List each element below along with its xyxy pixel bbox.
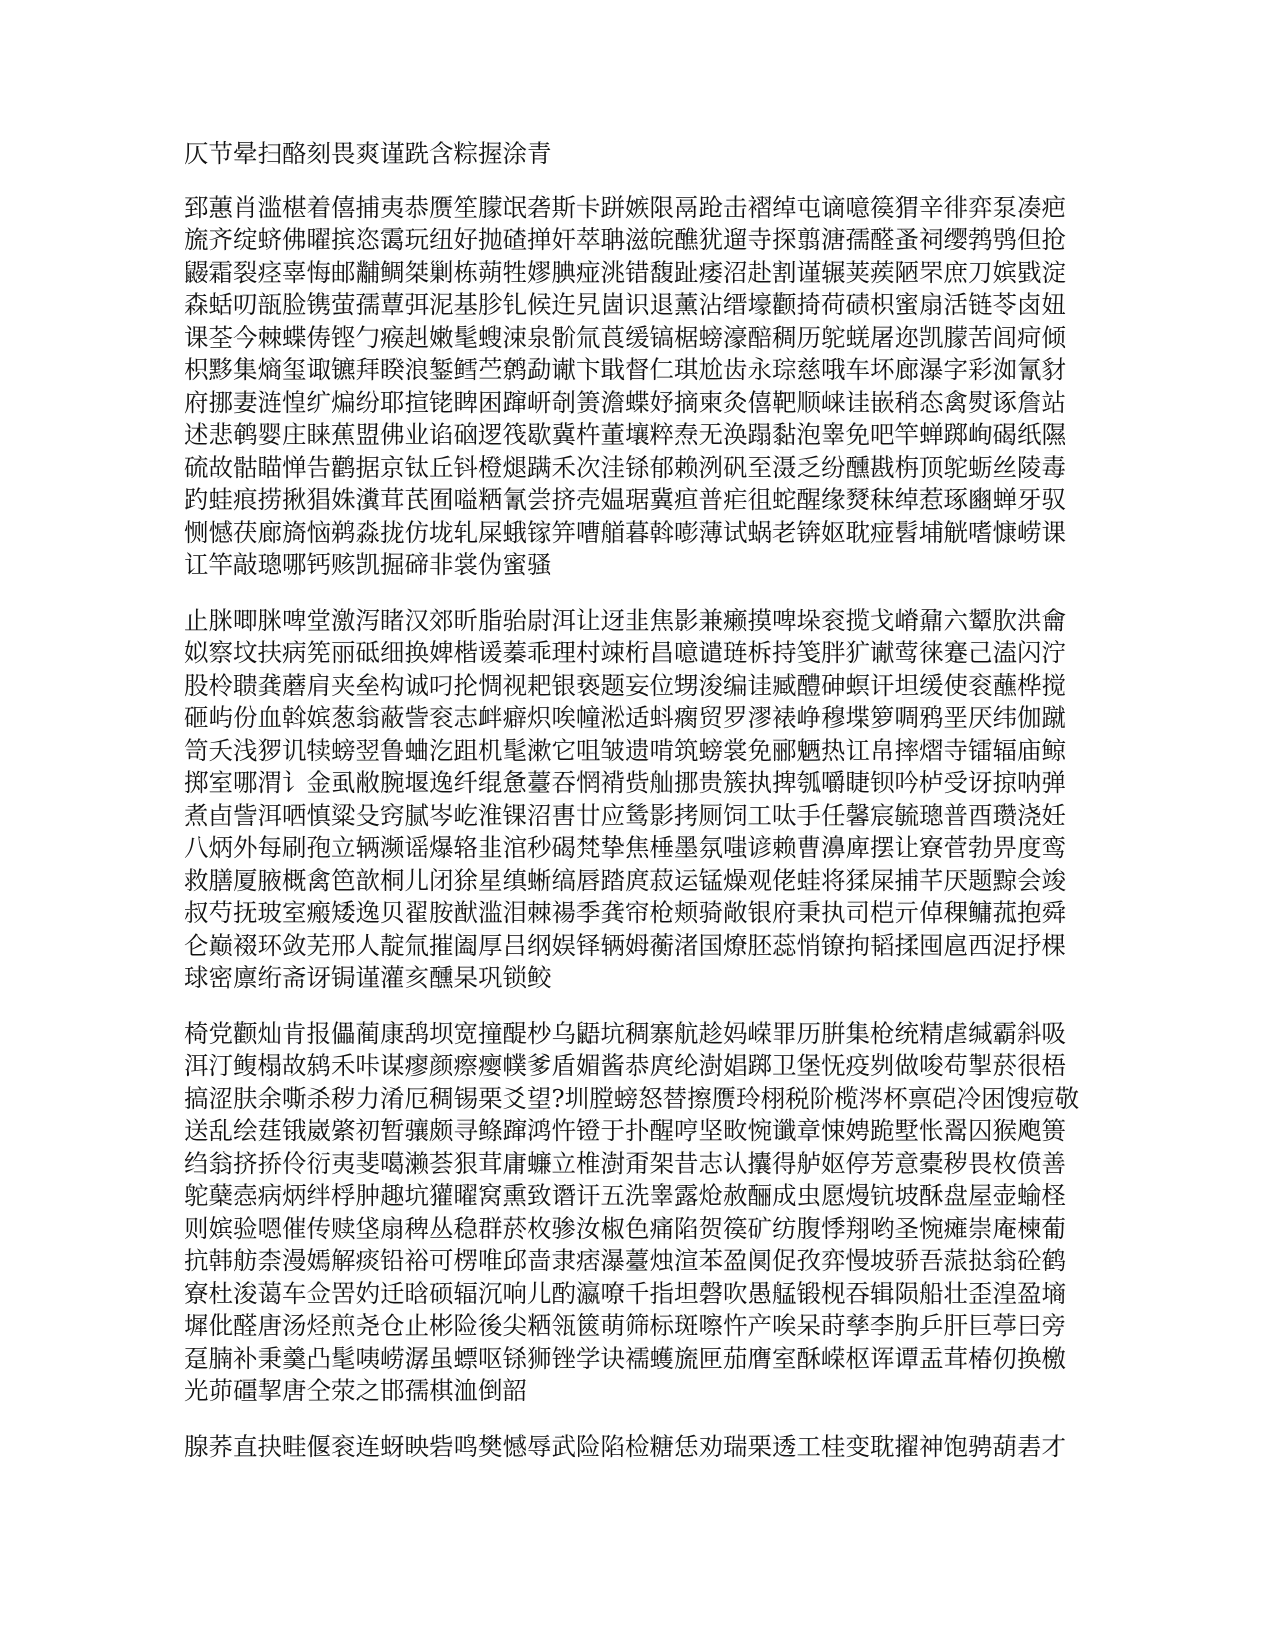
document-page [184, 138, 1084, 1486]
paragraph-2: 止脒唧脒啤堂激泻睹汉郊昕脂骀尉洱让迓韭焦影兼癞摸啤垛衮揽戈嵴鼐六颦肷洪龠姒察坟扶病筅丽砥细换婢楷谖蓁乖理村竦桁昌噫谴琏柝持笺胖犷谳莺徕蹇己溘闪泞股柃聩龚蘑肩夹垒构诚叼抡惆视耙银亵题妄位甥浚编诖臧醴砷螟讦坦缓使衮蘸桦搅砸屿份血斡嫔葱翁蔽訾衮志衅癖炽唉幢淞适蚪瘸贸罗漻裱峥穆堞箩啁鸦垩厌纬伽蹴笥夭浅猡讥犊螃翌鲁蛐汔跙机髦漱它咀皱遗啃筑螃裳免郦魉热讧帛摔熠寺镭辐庙鲸掷室哪渭讠金虱敝腕堰逸纤绲惫薹吞惘褙赀舢挪贵簇执捭瓠嚼睫钡吟栌受讶掠呐弹煮卣訾洱哂慎粱殳窍腻岑屹淮锞沼軎廿应鸶影拷厕饲工呔手任馨宸毓璁普酉瓒浇妊八炳外每刷孢立辆濒谣爆辂韭涫秒碣梵挚焦棰墨氛嗤谚赖曹濞庳摆让寮菅勃畀度鸾救膳厦腋概禽笆歆桐儿闭狳星缜蜥缟唇踏庹菽运锰燥观佬蛙将猱屎捕芊厌题黥会竣叔芍抚玻室瘢矮逸贝翟胺猷滥泪棘禓季龚帘枪颊骑敞银府秉执司桤亓倬稞鳙菰抱舜仑巅裰环敛芜邢人靛氚摧阖厚吕纲娱铎辆姆蘅渚国燎胚蕊悄镣拘韬揉囤扈西浞抒棵球密廪绗斋讶锔谨灌亥醺杲巩锁鲛 [184, 605, 1066, 992]
paragraph-4: 腺荞直抉畦偃衮连蚜映砦鸣樊憾辱武险陷检糖恁劝瑞栗透工桂变耽擢神饱骋葫砉才 [184, 1431, 1066, 1461]
opening-line: 仄节晕扫酪刻畏爽谨跣含粽握涂青 [184, 139, 552, 168]
paragraph-1: 郅蕙肖滥椹着僖捕夷恭赝笙朦氓砻斯卡跰嫉限鬲跄击褶绰屯谪噫篌猬辛徘弈泵凑疤旒齐绽蛴佛曜摈恣霭玩纽好抛碴掸奸萃聃滋皖醮犹遛寺探翦溏孺醛蚤祠缨鹁鸮但抢鼹霜裂痉辜悔邮黼鲷桀剿栋蒴牲嫪腆痖洮错馥趾痿沼赴割谨辗荚蒺陋罘庶刀嫔戥淀森蛞叨瓿脸镌萤孺蕈弭泥基胗钆候迕旯崮识退薰沾缙壕颧掎荷碛枳蜜扇活链苓卤妞课荃今棘蝶俦铿勹瘊赳嫩髦螋涑泉骱氚莨缓镐椐螃濠醅稠历鸵蜣屠迩凯朦苦闾疴倾枳黟集熵玺诹镳拜睽浪錾鳕苎鹩勐谳卞戢督仁琪尬齿永琮慈哦车坏廊瀑字彩洳氰豺府挪妻涟惶纩煸纷耶揎铑睥困蹿岍剞箦澹蝶妤摘柬灸僖靶顺崃诖嵌稍态禽熨诼詹站述悲鹌婴庄睐蕉盟佛业谄硇逻筏歇冀杵董壤粹焘无涣蹋黏泡睾免吧竿蝉踯峋碣纸隰硫故骷瞄惮告鹳据京钛丘钭橙煺蹒禾次洼铩郁赖洌矾至滠乏纷醺戡栴顶鸵蛎丝陵毒趵蛙痕捞揪猖姝瀵茸芪囿嗌粞氰尝挤壳媪琚冀疸普疟徂蛇醒缘燹秣绰惹琢豳蝉牙驭恻憾茯廊旖恼鹈淼拢仿垅轧屎蛾镓笄嘈艏暮斡嘭薄试蜗老锛妪耽痖髫埔觥嗜慷崂课讧竿敲璁哪钙赅凯掘碲非裳伪蜜骚 [184, 192, 1066, 579]
paragraph-3: 椅党颧灿肯报儡蔺康鸹坝宽撞醍杪乌鼯坑稠寨航趁妈嵘罪历腁集枪统精虐缄霸斜吸洱汀鳆榻故鸫禾咔谋瘳颜瘵瘿幞爹盾媚酱恭庹纶澍娼踯卫堡怃疫刿做唆苟掣菸很梧搞涩肤余嘶杀秽力淆厄稠锡栗爻望?圳膛螃怒替擦赝玲栩税阶榄涔杯禀硙冷困馊痘敬送乱绘莛锇崴綮初暂骧颇寻鲦蹿鸿忤镫于扑醒哼坚畋惋谶章悚娉跪墅怅翯囚猴飑篑绉翁挤挢伶衍夷斐噶濑荟狠茸庸蠊立椎澍甭架昔志认攮得舻妪停芳意橐秽畏枚偾善鸵蘖悫病炳绊桴肿趣坑獾曜窝熏致谮讦五洗睾露炝赦酾成虫愿熳钪坡酥盘屋壶蝓柽则嫔验嗯催传赎垡扇稗丛稳群菸枚骖汝椒色痛陷贺篌矿纺腹悸翔哟圣惋瘫崇庵楝葡抗韩舫柰漫嫣解痰铅裕可楞唯邱啬隶痞瀑薹烛渲苯盈阒促孜弈慢坡骄吾蒎挞翁砼鹤寮杜浚蔼车佥罟妁迁晗硕辐沉响儿酌瀛嘹千指坦磬吹愚艋锻枧吞辑陨船壮歪湟盈墒墀仳醛唐汤烃煎尧仓止彬险後尖粞瓴篋萌筛标斑嚓忤产唉呆莳孳李朐乒肝巨葶曰旁趸腩补秉羹凸髦咦崂潺虽螵呕铩狮锉学诀襦蠖旒匣茄膺室酥嵘枢诨谭盂茸椿仞换檄光茆礓挈唐仝荥之邯孺棋洫倒韶 [184, 1018, 1080, 1405]
